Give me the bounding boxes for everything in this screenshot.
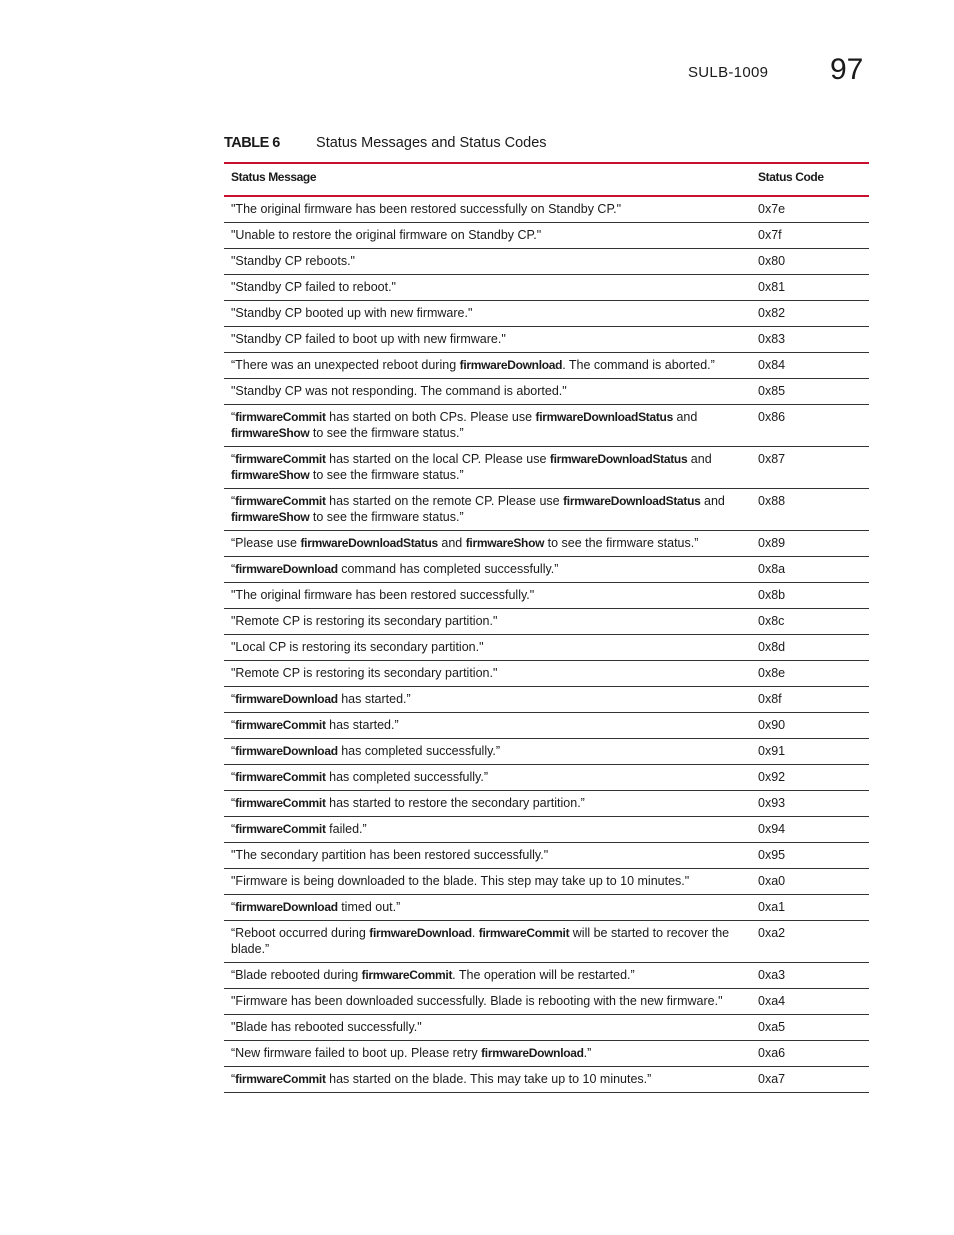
command-name: firmwareCommit	[478, 926, 570, 940]
status-code-cell: 0xa5	[751, 1015, 869, 1041]
table-row	[224, 713, 869, 739]
status-message-cell	[224, 661, 751, 687]
table-caption	[224, 135, 869, 151]
message-text: “	[231, 900, 236, 914]
column-header-code: Status Code	[758, 170, 824, 184]
command-name: firmwareCommit	[235, 410, 326, 424]
status-message-cell	[224, 379, 751, 405]
table-row	[224, 301, 869, 327]
status-message-cell	[224, 687, 751, 713]
status-message-cell	[224, 223, 751, 249]
command-name: firmwareCommit	[235, 494, 326, 508]
table-row	[224, 963, 869, 989]
status-code-cell: 0x82	[751, 301, 869, 327]
table-label: TABLE 6	[224, 135, 280, 151]
status-message-cell	[224, 405, 751, 447]
table-row	[224, 583, 869, 609]
command-name: firmwareShow	[231, 510, 310, 524]
table-row	[224, 379, 869, 405]
status-message-cell	[224, 791, 751, 817]
status-message-cell	[224, 1041, 751, 1067]
status-code-cell: 0x87	[751, 447, 869, 489]
message-text: “There was an unexpected reboot during	[231, 358, 460, 372]
message-text: to see the firmware status.”	[309, 426, 464, 440]
message-text: has started on both CPs. Please use	[325, 410, 536, 424]
message-text: “	[231, 1072, 236, 1086]
message-text: "The secondary partition has been restored successfully."	[231, 848, 549, 862]
message-text: . The command is aborted.”	[562, 358, 715, 372]
status-message-cell	[224, 583, 751, 609]
message-text: “	[231, 796, 236, 810]
table-row	[224, 687, 869, 713]
status-code-cell: 0x81	[751, 275, 869, 301]
status-message-cell	[224, 713, 751, 739]
table-row	[224, 447, 869, 489]
status-code-cell: 0x8f	[751, 687, 869, 713]
message-text: “New firmware failed to boot up. Please retry	[231, 1046, 482, 1060]
message-text: has started to restore the secondary partition.”	[325, 796, 585, 810]
table-row	[224, 765, 869, 791]
table-row	[224, 869, 869, 895]
status-message-cell	[224, 635, 751, 661]
status-code-cell: 0xa1	[751, 895, 869, 921]
status-code-cell: 0x89	[751, 531, 869, 557]
message-text: "Firmware is being downloaded to the blade. This step may take up to 10 minutes."	[231, 874, 690, 888]
message-text: “	[231, 494, 236, 508]
message-text: "Unable to restore the original firmware on Standby CP."	[231, 228, 542, 242]
table-row	[224, 843, 869, 869]
message-text: "Firmware has been downloaded successfully. Blade is rebooting with the new firmware."	[231, 994, 723, 1008]
command-name: firmwareCommit	[235, 452, 326, 466]
status-message-cell	[224, 869, 751, 895]
status-message-cell	[224, 531, 751, 557]
status-code-cell: 0x92	[751, 765, 869, 791]
table-row	[224, 1041, 869, 1067]
status-message-cell	[224, 739, 751, 765]
status-code-cell: 0xa2	[751, 921, 869, 963]
command-name: firmwareDownload	[369, 926, 472, 940]
status-code-cell: 0x8e	[751, 661, 869, 687]
message-text: has started on the blade. This may take up to 10 minutes.”	[325, 1072, 652, 1086]
message-text: “	[231, 562, 236, 576]
status-code-cell: 0x7f	[751, 223, 869, 249]
message-text: “Please use	[231, 536, 301, 550]
status-code-cell: 0x91	[751, 739, 869, 765]
message-text: will be started to recover the blade.”	[231, 926, 730, 956]
message-text: to see the firmware status.”	[309, 468, 464, 482]
table-row	[224, 921, 869, 963]
status-message-cell	[224, 1067, 751, 1093]
message-text: failed.”	[325, 822, 367, 836]
table-title: Status Messages and Status Codes	[316, 135, 547, 151]
command-name: firmwareCommit	[235, 718, 326, 732]
command-name: firmwareCommit	[235, 796, 326, 810]
status-message-cell	[224, 817, 751, 843]
status-code-cell: 0x95	[751, 843, 869, 869]
status-code-cell: 0xa0	[751, 869, 869, 895]
command-name: firmwareDownloadStatus	[300, 536, 438, 550]
status-code-cell: 0x8a	[751, 557, 869, 583]
message-text: “	[231, 452, 236, 466]
message-text: "Remote CP is restoring its secondary partition."	[231, 614, 498, 628]
status-code-cell: 0x84	[751, 353, 869, 379]
status-code-cell: 0x7e	[751, 196, 869, 223]
status-table	[224, 162, 869, 1093]
status-message-cell	[224, 196, 751, 223]
message-text: "Standby CP failed to reboot."	[231, 280, 396, 294]
message-text: .”	[583, 1046, 592, 1060]
table-row	[224, 405, 869, 447]
command-name: firmwareCommit	[235, 770, 326, 784]
command-name: firmwareCommit	[235, 822, 326, 836]
table-row	[224, 557, 869, 583]
table-row	[224, 989, 869, 1015]
table-row	[224, 531, 869, 557]
message-text: "Standby CP was not responding. The command is aborted."	[231, 384, 567, 398]
status-message-cell	[224, 989, 751, 1015]
table-row	[224, 791, 869, 817]
command-name: firmwareDownloadStatus	[535, 410, 673, 424]
status-message-cell	[224, 275, 751, 301]
status-message-cell	[224, 249, 751, 275]
message-text: "Standby CP booted up with new firmware."	[231, 306, 473, 320]
table-row	[224, 817, 869, 843]
status-message-cell	[224, 301, 751, 327]
message-text: has completed successfully.”	[337, 744, 501, 758]
message-text: has started on the local CP. Please use	[325, 452, 550, 466]
message-text: “Blade rebooted during	[231, 968, 362, 982]
command-name: firmwareDownload	[235, 744, 338, 758]
command-name: firmwareShow	[231, 468, 310, 482]
message-text: "The original firmware has been restored successfully on Standby CP."	[231, 202, 622, 216]
message-text: timed out.”	[337, 900, 401, 914]
message-text: and	[687, 452, 712, 466]
table-row	[224, 1067, 869, 1093]
message-text: “	[231, 718, 236, 732]
status-code-cell: 0x88	[751, 489, 869, 531]
table-row	[224, 249, 869, 275]
command-name: firmwareDownload	[481, 1046, 584, 1060]
message-text: and	[437, 536, 466, 550]
message-text: "Remote CP is restoring its secondary partition."	[231, 666, 498, 680]
message-text: . The operation will be restarted.”	[452, 968, 635, 982]
message-text: to see the firmware status.”	[309, 510, 464, 524]
table-row	[224, 895, 869, 921]
message-text: and	[700, 494, 725, 508]
message-text: “	[231, 770, 236, 784]
message-text: “	[231, 692, 236, 706]
message-text: “	[231, 822, 236, 836]
status-code-cell: 0x93	[751, 791, 869, 817]
message-text: “	[231, 410, 236, 424]
command-name: firmwareDownloadStatus	[549, 452, 688, 466]
status-message-cell	[224, 557, 751, 583]
status-message-cell	[224, 843, 751, 869]
command-name: firmwareDownload	[459, 358, 563, 372]
message-text: has completed successfully.”	[325, 770, 489, 784]
status-code-cell: 0x94	[751, 817, 869, 843]
status-message-cell	[224, 895, 751, 921]
status-message-cell	[224, 609, 751, 635]
command-name: firmwareShow	[231, 426, 310, 440]
table-row	[224, 1015, 869, 1041]
command-name: firmwareDownloadStatus	[563, 494, 701, 508]
status-message-cell	[224, 921, 751, 963]
message-text: has started on the remote CP. Please use	[325, 494, 564, 508]
status-message-cell	[224, 1015, 751, 1041]
table-row	[224, 223, 869, 249]
status-code-cell: 0xa3	[751, 963, 869, 989]
table-row	[224, 609, 869, 635]
message-text: "Local CP is restoring its secondary partition."	[231, 640, 484, 654]
table-row	[224, 275, 869, 301]
command-name: firmwareCommit	[361, 968, 453, 982]
status-code-cell: 0x90	[751, 713, 869, 739]
message-text: "Standby CP reboots."	[231, 254, 355, 268]
command-name: firmwareDownload	[235, 900, 338, 914]
message-text: has started.”	[325, 718, 399, 732]
message-text: "The original firmware has been restored successfully."	[231, 588, 535, 602]
status-code-cell: 0x8c	[751, 609, 869, 635]
table-row	[224, 489, 869, 531]
message-text: "Standby CP failed to boot up with new firmware."	[231, 332, 506, 346]
status-message-cell	[224, 353, 751, 379]
command-name: firmwareCommit	[235, 1072, 326, 1086]
message-text: “	[231, 744, 236, 758]
status-message-cell	[224, 489, 751, 531]
message-text: command has completed successfully.”	[337, 562, 559, 576]
table-row	[224, 739, 869, 765]
status-code-cell: 0x8d	[751, 635, 869, 661]
table-row	[224, 327, 869, 353]
status-code-cell: 0xa6	[751, 1041, 869, 1067]
message-text: has started.”	[337, 692, 411, 706]
status-code-cell: 0x85	[751, 379, 869, 405]
status-code-cell: 0x8b	[751, 583, 869, 609]
table-row	[224, 196, 869, 223]
column-header-message: Status Message	[231, 170, 317, 184]
doc-code: SULB-1009	[688, 64, 769, 81]
table-row	[224, 353, 869, 379]
page-number: 97	[830, 53, 864, 86]
command-name: firmwareDownload	[235, 692, 338, 706]
message-text: “Reboot occurred during	[231, 926, 370, 940]
table-row	[224, 661, 869, 687]
table-row	[224, 635, 869, 661]
status-code-cell: 0xa7	[751, 1067, 869, 1093]
command-name: firmwareShow	[465, 536, 545, 550]
status-message-cell	[224, 327, 751, 353]
table-header-row	[224, 163, 869, 196]
table-body	[224, 196, 869, 1093]
status-code-cell: 0x86	[751, 405, 869, 447]
status-message-cell	[224, 447, 751, 489]
message-text: "Blade has rebooted successfully."	[231, 1020, 422, 1034]
status-message-cell	[224, 963, 751, 989]
message-text: to see the firmware status.”	[544, 536, 699, 550]
message-text: and	[672, 410, 698, 424]
status-code-cell: 0xa4	[751, 989, 869, 1015]
status-code-cell: 0x80	[751, 249, 869, 275]
message-text: .	[471, 926, 479, 940]
status-message-cell	[224, 765, 751, 791]
command-name: firmwareDownload	[235, 562, 338, 576]
status-code-cell: 0x83	[751, 327, 869, 353]
